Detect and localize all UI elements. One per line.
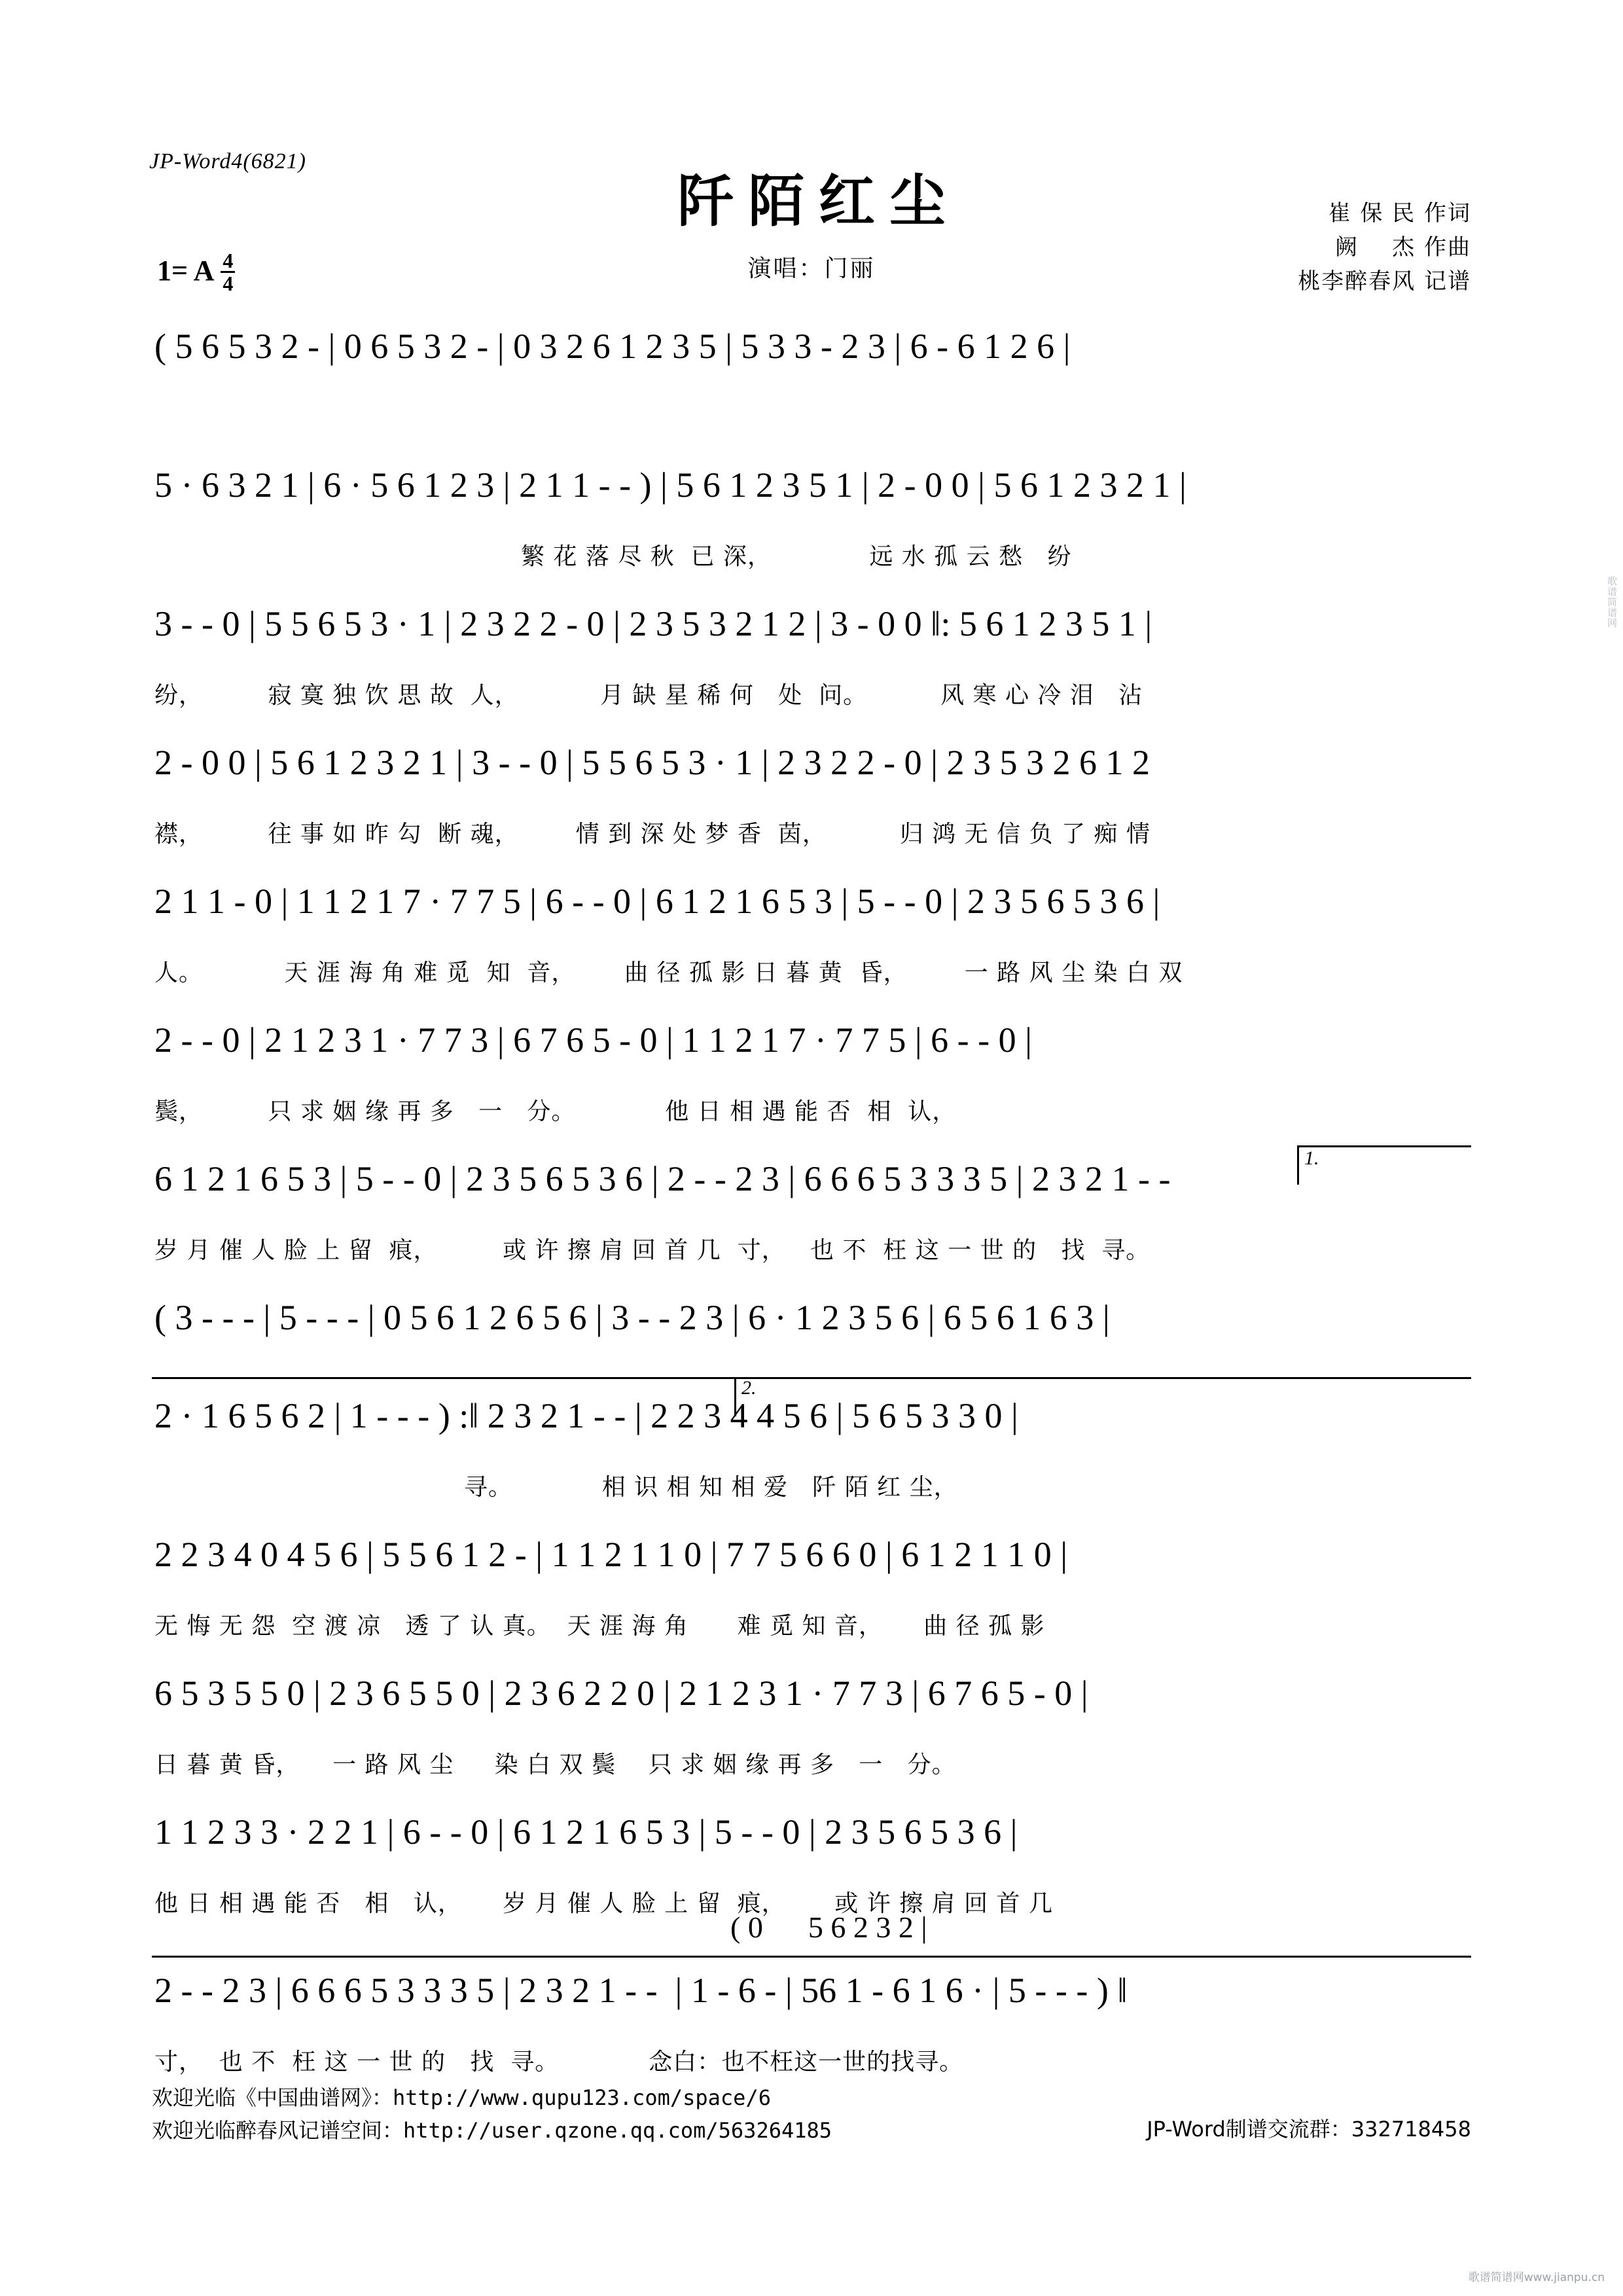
staff-line bbox=[152, 603, 1471, 742]
watermark: 歌谱简谱网www.jianpu.cn bbox=[1468, 2271, 1605, 2284]
lyric-row: 他 日 相 遇 能 否 相 认， 岁 月 催 人 脸 上 留 痕， 或 许 擦 肩 回 首 几 bbox=[154, 1890, 1053, 1917]
note-row: 5 · 6 3 2 1 | 6 · 5 6 1 2 3 | 2 1 1 - - ) | 5 6 1 2 3 5 1 | 2 - 0 0 | 5 6 1 2 3 2 1 | bbox=[154, 465, 1186, 505]
note-row: 6 1 2 1 6 5 3 | 5 - - 0 | 2 3 5 6 5 3 6 | 2 - - 2 3 | 6 6 6 5 3 3 3 5 | 2 3 2 1 - - bbox=[154, 1159, 1171, 1198]
staff-line bbox=[152, 1673, 1471, 1812]
footer bbox=[152, 2081, 1471, 2147]
credit-lyricist: 崔 保 民 作词 bbox=[1328, 200, 1471, 226]
lyric-row: 日 暮 黄 昏， 一 路 风 尘 染 白 双 鬓 只 求 姻 缘 再 多 一 分。 bbox=[154, 1751, 956, 1778]
lyric-row: 寸， 也 不 枉 这 一 世 的 找 寻。 念白：也不枉这一世的找寻。 bbox=[154, 2049, 964, 2075]
note-row: 6 5 3 5 5 0 | 2 3 6 5 5 0 | 2 3 6 2 2 0 | 2 1 2 3 1 · 7 7 3 | 6 7 6 5 - 0 | bbox=[154, 1674, 1088, 1713]
first-ending-bracket: 1. bbox=[1297, 1145, 1471, 1185]
note-row: ( 3 - - - | 5 - - - | 0 5 6 1 2 6 5 6 | 3 - - 2 3 | 6 · 1 2 3 5 6 | 6 5 6 1 6 3 | bbox=[154, 1298, 1110, 1337]
footer-links bbox=[152, 2081, 832, 2147]
lyric-row: 繁 花 落 尽 秋 已 深， 远 水 孤 云 愁 纷 bbox=[154, 543, 1072, 570]
second-ending-bracket: 2. bbox=[734, 1377, 865, 1416]
note-row: 3 - - 0 | 5 5 6 5 3 · 1 | 2 3 2 2 - 0 | 2 3 5 3 2 1 2 | 3 - 0 0 ‖: 5 6 1 2 3 5 1 | bbox=[154, 604, 1152, 643]
lyric-row: 岁 月 催 人 脸 上 留 痕， 或 许 擦 肩 回 首 几 寸， 也 不 枉 这 一 世 的 找 寻。 bbox=[154, 1237, 1150, 1264]
lyric-row: 襟， 往 事 如 昨 勾 断 魂， 情 到 深 处 梦 香 茵， 归 鸿 无 信 负 了 痴 情 bbox=[154, 821, 1150, 848]
page-title: 阡陌红尘 bbox=[677, 169, 960, 234]
singer-label: 演唱：门丽 bbox=[747, 255, 876, 282]
coda-note-row: ( 0 5 6 2 3 2 | bbox=[730, 1910, 927, 1944]
lyric-row: 人。 天 涯 海 角 难 觅 知 音， 曲 径 孤 影 日 暮 黄 昏， 一 路 风 尘 染 白 双 bbox=[154, 960, 1183, 986]
document-id: JP-Word4(6821) bbox=[149, 149, 306, 173]
lyric-row: 寻。 相 识 相 知 相 爱 阡 陌 红 尘， bbox=[154, 1474, 958, 1501]
footer-link-qupu[interactable]: 欢迎光临《中国曲谱网》：http://www.qupu123.com/space/6 bbox=[152, 2085, 771, 2110]
credit-composer: 阙 杰 作曲 bbox=[1334, 234, 1471, 260]
staff-line bbox=[152, 326, 1471, 465]
lyric-row bbox=[152, 399, 1471, 433]
music-staff bbox=[152, 326, 1471, 2121]
time-signature-numerator: 4 bbox=[221, 250, 235, 273]
staff-line bbox=[152, 1534, 1471, 1673]
key-signature-label: 1= A bbox=[157, 255, 215, 287]
lyric-row: 鬓， 只 求 姻 缘 再 多 一 分。 他 日 相 遇 能 否 相 认， bbox=[154, 1098, 957, 1125]
note-row: 2 2 3 4 0 4 5 6 | 5 5 6 1 2 - | 1 1 2 1 1 0 | 7 7 5 6 6 0 | 6 1 2 1 1 0 | bbox=[154, 1535, 1068, 1574]
note-row: 2 - 0 0 | 5 6 1 2 3 2 1 | 3 - - 0 | 5 5 6 5 3 · 1 | 2 3 2 2 - 0 | 2 3 5 3 2 6 1 2 bbox=[154, 743, 1150, 782]
lyric-row: 纷， 寂 寞 独 饮 思 故 人， 月 缺 星 稀 何 处 问。 风 寒 心 冷 泪 沾 bbox=[154, 682, 1143, 709]
footer-link-qzone[interactable]: 欢迎光临醉春风记谱空间：http://user.qzone.qq.com/563264185 bbox=[152, 2118, 832, 2143]
watermark-side: 歌谱简谱网 bbox=[1606, 576, 1618, 628]
staff-line bbox=[152, 1020, 1471, 1158]
staff-line bbox=[152, 742, 1471, 881]
time-signature-denominator: 4 bbox=[223, 272, 234, 295]
footer-qq-group: JP-Word制谱交流群：332718458 bbox=[1147, 2117, 1471, 2142]
note-row: 2 - - 2 3 | 6 6 6 5 3 3 3 5 | 2 3 2 1 - - | 1 - 6 - | 56 1 - 6 1 6 · | 5 - - - ) ‖ bbox=[154, 1971, 1128, 2010]
time-signature bbox=[221, 250, 235, 294]
note-row: ( 5 6 5 3 2 - | 0 6 5 3 2 - | 0 3 2 6 1 2 3 5 | 5 3 3 - 2 3 | 6 - 6 1 2 6 | bbox=[154, 327, 1071, 366]
note-row: 1 1 2 3 3 · 2 2 1 | 6 - - 0 | 6 1 2 1 6 5 3 | 5 - - 0 | 2 3 5 6 5 3 6 | bbox=[154, 1812, 1018, 1852]
staff-line bbox=[152, 881, 1471, 1020]
credits bbox=[1298, 196, 1471, 298]
note-row: 2 · 1 6 5 6 2 | 1 - - - ) :‖ 2 3 2 1 - - | 2 2 3 4 4 5 6 | 5 6 5 3 3 0 | bbox=[154, 1396, 1018, 1435]
key-signature bbox=[157, 249, 235, 293]
note-row: 2 1 1 - 0 | 1 1 2 1 7 · 7 7 5 | 6 - - 0 | 6 1 2 1 6 5 3 | 5 - - 0 | 2 3 5 6 5 3 6 | bbox=[154, 882, 1160, 921]
credit-transcriber: 桃李醉春风 记谱 bbox=[1298, 268, 1471, 295]
note-row: 2 - - 0 | 2 1 2 3 1 · 7 7 3 | 6 7 6 5 - 0 | 1 1 2 1 7 · 7 7 5 | 6 - - 0 | bbox=[154, 1020, 1032, 1060]
staff-line bbox=[152, 465, 1471, 603]
staff-line bbox=[152, 1377, 1471, 1534]
lyric-row: 无 悔 无 怨 空 渡 凉 透 了 认 真。 天 涯 海 角 难 觅 知 音， 曲 径 孤 影 bbox=[154, 1613, 1045, 1640]
staff-line bbox=[152, 1147, 1471, 1297]
